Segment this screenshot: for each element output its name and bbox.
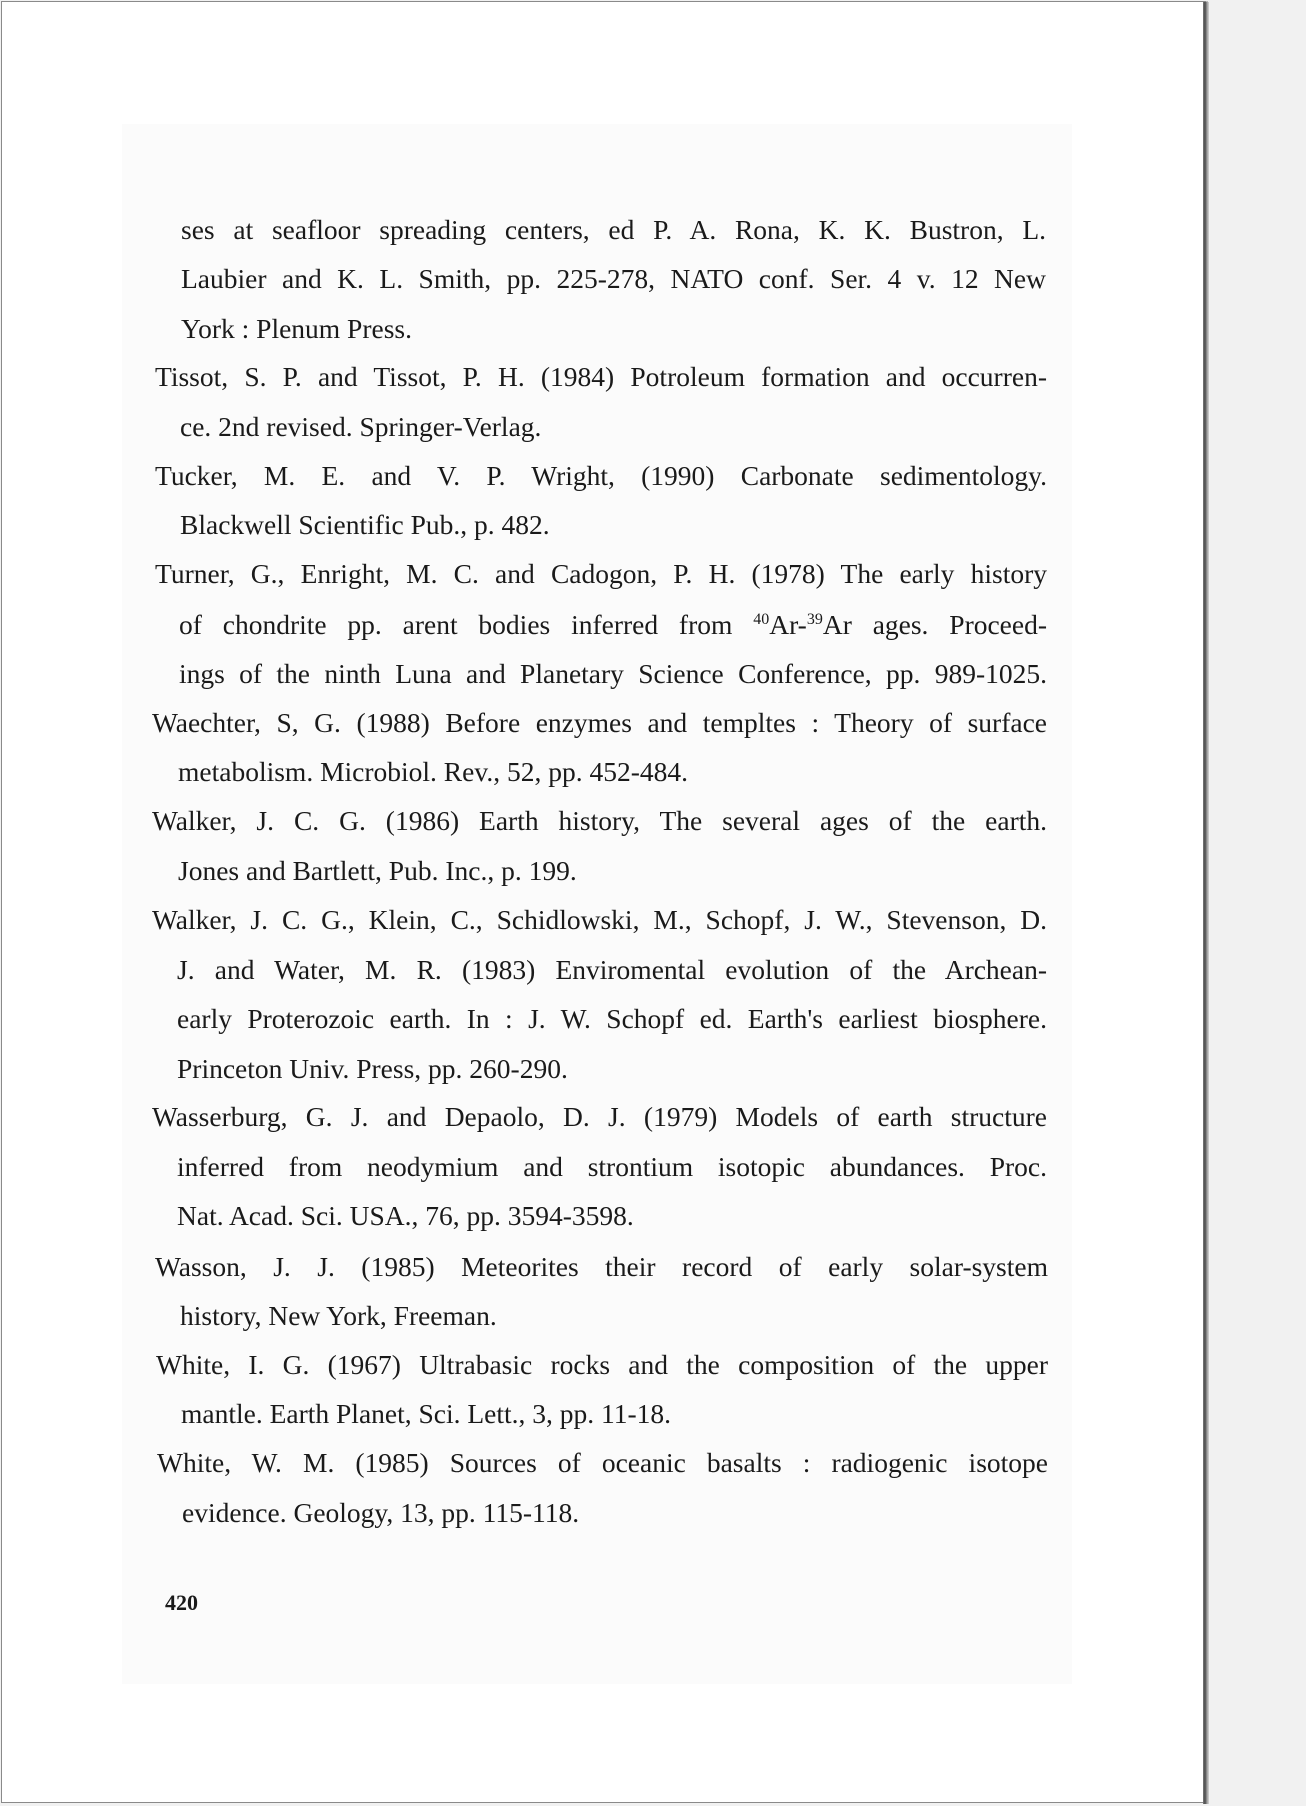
reference-tucker-line-2: Blackwell Scientific Pub., p. 482. — [180, 509, 550, 540]
reference-white-wm-line-1: White, W. M. (1985) Sources of oceanic basalts : radiogenic isotope — [157, 1447, 1048, 1478]
reference-white-wm-line-2: evidence. Geology, 13, pp. 115-118. — [182, 1497, 580, 1528]
reference-continuation-line-2: Laubier and K. L. Smith, pp. 225-278, NATO conf. Ser. 4 v. 12 New — [181, 263, 1046, 294]
reference-white-ig-line-1: White, I. G. (1967) Ultrabasic rocks and the composition of the upper — [156, 1349, 1048, 1380]
reference-wasserburg-line-2: inferred from neodymium and strontium isotopic abundances. Proc. — [177, 1151, 1047, 1182]
turner-line-2-text-c: Ar ages. Proceed- — [822, 609, 1047, 640]
scanned-text-area — [122, 124, 1072, 1684]
reference-waechter-line-1: Waechter, S, G. (1988) Before enzymes and templtes : Theory of surface — [152, 707, 1047, 738]
page-edge-shadow — [1203, 2, 1209, 1804]
argon-40-superscript: 40 — [753, 611, 770, 628]
reference-tissot-line-2: ce. 2nd revised. Springer-Verlag. — [180, 411, 542, 442]
reference-walker-1983-line-2: J. and Water, M. R. (1983) Enviromental evolution of the Archean- — [177, 954, 1047, 985]
reference-wasson-line-1: Wasson, J. J. (1985) Meteorites their record of early solar-system — [155, 1251, 1048, 1282]
reference-wasson-line-2: history, New York, Freeman. — [180, 1300, 497, 1331]
reference-walker-1986-line-1: Walker, J. C. G. (1986) Earth history, The several ages of the earth. — [152, 805, 1047, 836]
reference-continuation-line-1: ses at seafloor spreading centers, ed P. A. Rona, K. K. Bustron, L. — [181, 214, 1046, 245]
reference-waechter-line-2: metabolism. Microbiol. Rev., 52, pp. 452-484. — [178, 756, 688, 787]
reference-wasserburg-line-1: Wasserburg, G. J. and Depaolo, D. J. (1979) Models of earth structure — [152, 1101, 1047, 1132]
reference-turner-line-3: ings of the ninth Luna and Planetary Science Conference, pp. 989-1025. — [179, 658, 1047, 689]
turner-line-2-text-b: Ar- — [769, 609, 807, 640]
page-number: 420 — [165, 1590, 198, 1615]
reference-walker-1983-line-4: Princeton Univ. Press, pp. 260-290. — [177, 1053, 568, 1084]
reference-tissot-line-1: Tissot, S. P. and Tissot, P. H. (1984) Potroleum formation and occurren- — [155, 361, 1047, 392]
reference-tucker-line-1: Tucker, M. E. and V. P. Wright, (1990) Carbonate sedimentology. — [155, 460, 1047, 491]
reference-walker-1986-line-2: Jones and Bartlett, Pub. Inc., p. 199. — [178, 855, 577, 886]
reference-list — [122, 124, 1072, 1684]
reference-wasserburg-line-3: Nat. Acad. Sci. USA., 76, pp. 3594-3598. — [177, 1200, 634, 1231]
reference-walker-1983-line-1: Walker, J. C. G., Klein, C., Schidlowski, M., Schopf, J. W., Stevenson, D. — [152, 904, 1047, 935]
document-page — [1, 1, 1206, 1803]
argon-39-superscript: 39 — [806, 611, 823, 628]
reference-walker-1983-line-3: early Proterozoic earth. In : J. W. Schopf ed. Earth's earliest biosphere. — [177, 1003, 1047, 1034]
turner-line-2-text-a: of chondrite pp. arent bodies inferred from — [179, 609, 754, 640]
reference-white-ig-line-2: mantle. Earth Planet, Sci. Lett., 3, pp. 11-18. — [181, 1398, 672, 1429]
reference-continuation-line-3: York : Plenum Press. — [181, 313, 412, 344]
reference-turner-line-1: Turner, G., Enright, M. C. and Cadogon, P. H. (1978) The early history — [155, 558, 1047, 589]
reference-turner-line-2 — [179, 608, 1047, 642]
